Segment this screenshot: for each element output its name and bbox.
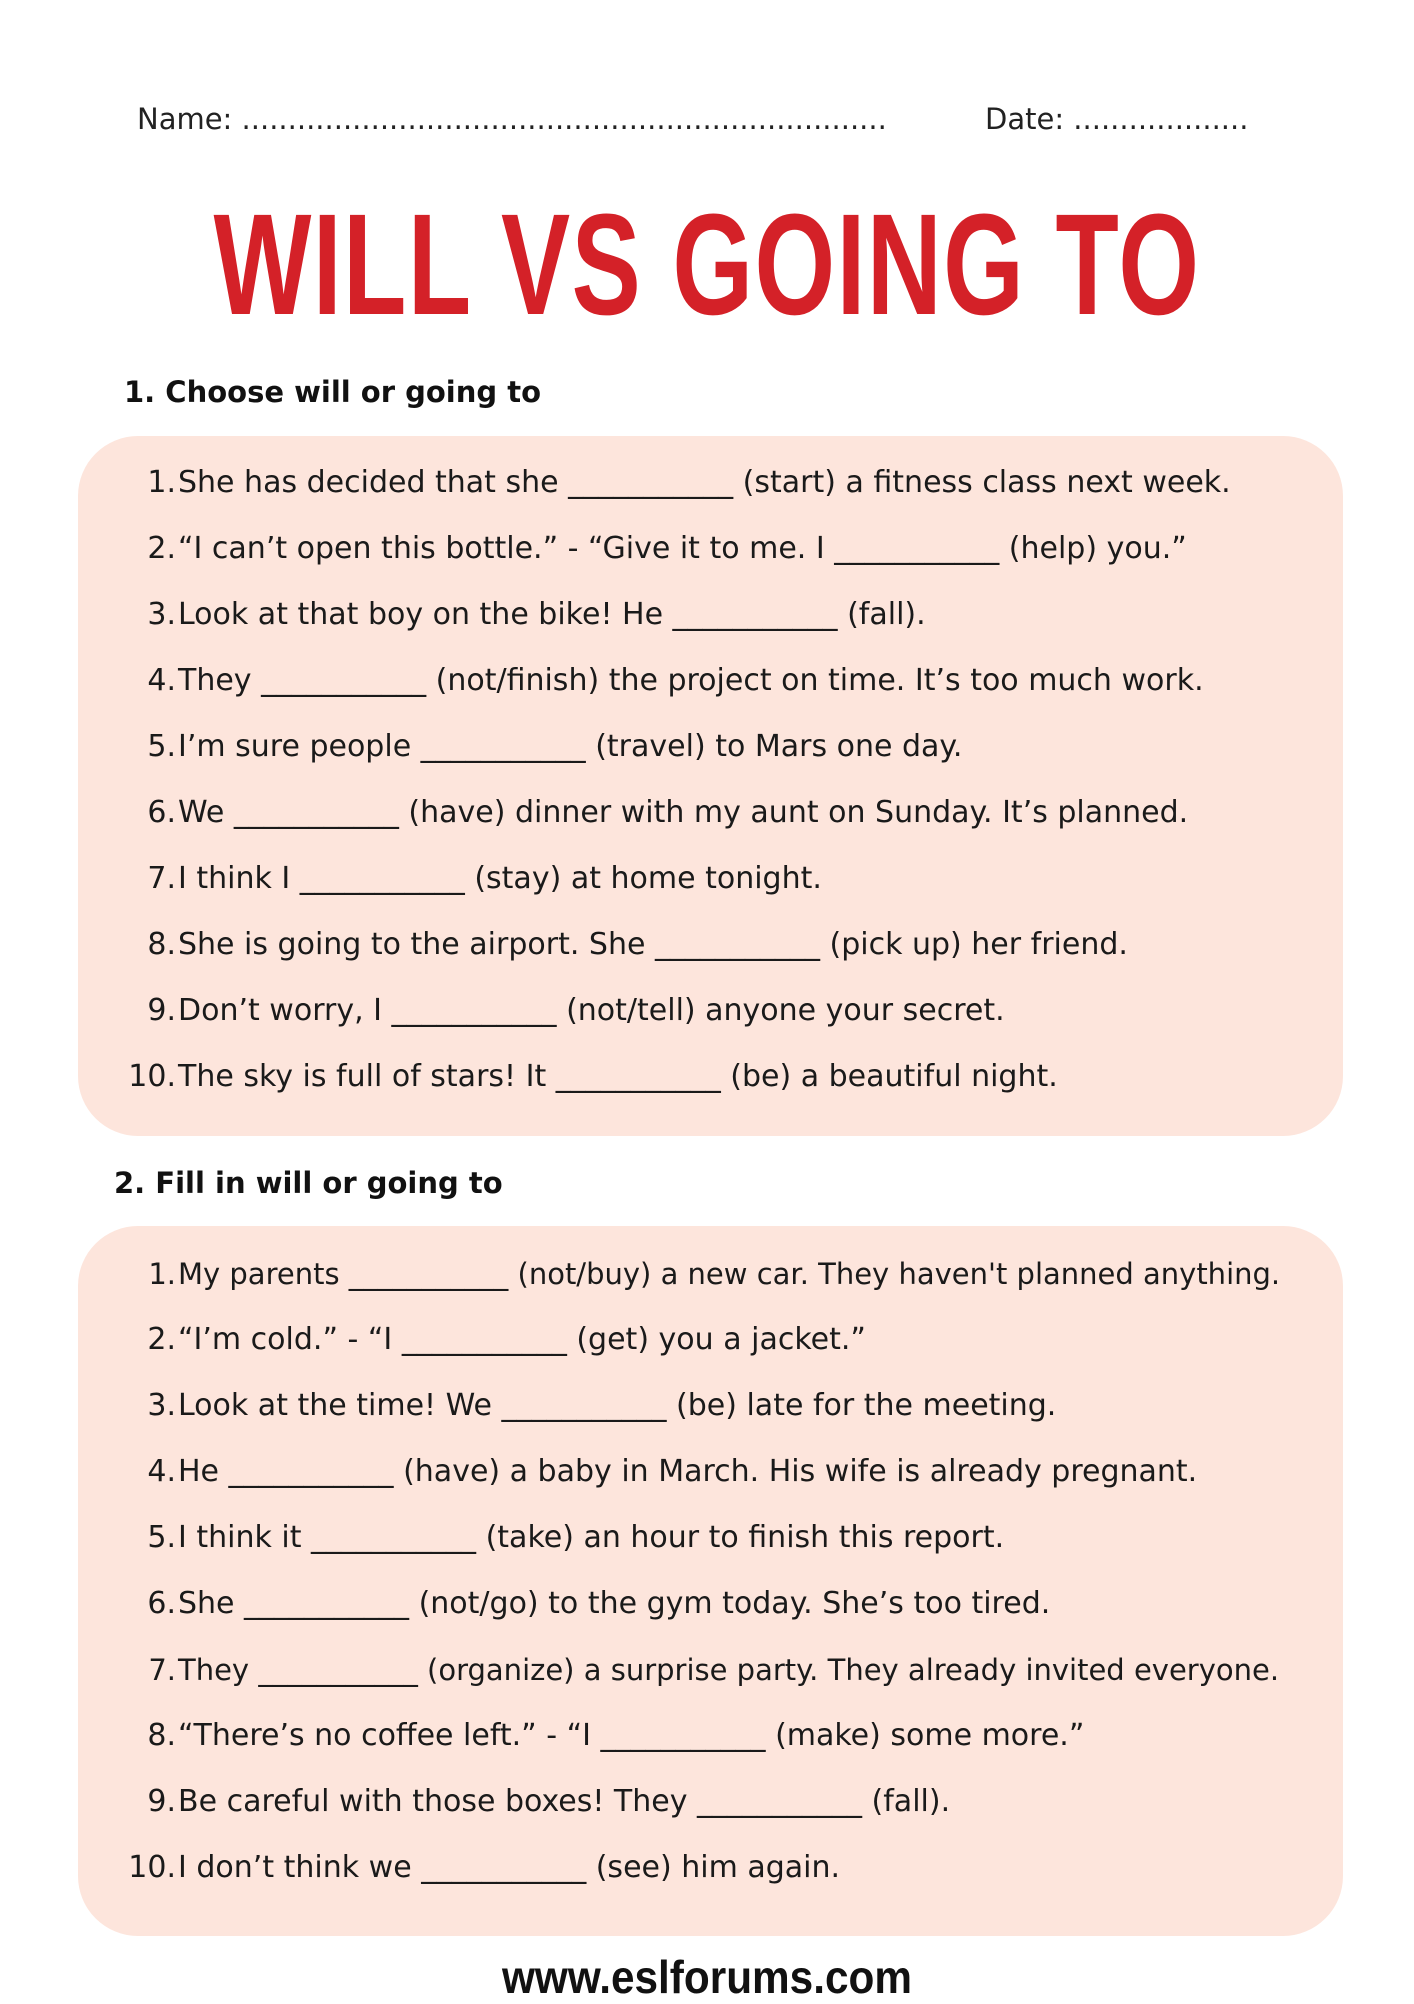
item-text: “I can’t open this bottle.” - “Give it to me. I ___________ (help) you.” [178,531,1187,566]
item-text: I don’t think we ___________ (see) him again. [178,1850,841,1885]
item-text: My parents ___________ (not/buy) a new car. They haven't planned anything. [178,1257,1281,1291]
item-text: I think I ___________ (stay) at home tonight. [178,861,822,896]
worksheet-title: WILL VS GOING TO [213,184,1201,345]
date-line: Date: ................... [985,102,1249,136]
item-number: 7. [147,861,176,896]
exercise-item [78,595,926,635]
item-text: I’m sure people ___________ (travel) to Mars one day. [178,729,963,764]
item-number: 2. [147,531,176,566]
section-1-heading: 1. Choose will or going to [124,375,542,409]
exercise-item [78,1254,1280,1294]
exercise-item [78,793,1188,833]
item-number: 6. [147,1586,176,1621]
item-number: 1. [147,465,176,500]
item-text: He ___________ (have) a baby in March. His wife is already pregnant. [178,1454,1198,1489]
item-text: She is going to the airport. She ___________ (pick up) her friend. [178,927,1128,962]
exercise-item [78,1716,1084,1756]
exercise-item [78,727,962,767]
exercise-item [78,661,1204,701]
name-line: Name: ...................................................................... [137,102,887,136]
exercise-item [78,859,822,899]
exercise-item [78,1320,866,1360]
exercise-item [78,1057,1058,1097]
exercise-item [78,1386,1056,1426]
exercise-item [78,1584,1050,1624]
item-text: Look at the time! We ___________ (be) late for the meeting. [178,1388,1057,1423]
item-number: 5. [147,729,176,764]
item-text: “There’s no coffee left.” - “I ___________ (make) some more.” [178,1718,1085,1753]
exercise-item [78,1650,1279,1690]
item-number: 7. [148,1653,176,1687]
item-number: 1. [148,1257,176,1291]
exercise-item [78,1452,1197,1492]
item-number: 10. [128,1059,176,1094]
item-text: Don’t worry, I ___________ (not/tell) anyone your secret. [178,993,1005,1028]
item-number: 5. [147,1520,176,1555]
item-text: They ___________ (not/finish) the project on time. It’s too much work. [178,663,1204,698]
exercise-item [78,1782,950,1822]
item-number: 10. [128,1850,176,1885]
item-number: 3. [147,1388,176,1423]
section-1-box [78,436,1343,1136]
exercise-item [78,991,1005,1031]
item-text: They ___________ (organize) a surprise party. They already invited everyone. [178,1653,1280,1687]
item-text: “I’m cold.” - “I ___________ (get) you a jacket.” [178,1322,866,1357]
item-number: 3. [147,597,176,632]
item-number: 9. [147,993,176,1028]
item-text: We ___________ (have) dinner with my aunt on Sunday. It’s planned. [178,795,1189,830]
exercise-item [78,925,1128,965]
item-text: The sky is full of stars! It ___________ (be) a beautiful night. [178,1059,1058,1094]
website-footer: www.eslforums.com [502,1951,912,2003]
item-text: Be careful with those boxes! They ___________ (fall). [178,1784,951,1819]
item-number: 2. [147,1322,176,1357]
exercise-item [78,529,1187,569]
item-number: 9. [147,1784,176,1819]
section-2-box [78,1226,1343,1936]
section-2-heading: 2. Fill in will or going to [114,1166,503,1200]
exercise-item [78,463,1231,503]
item-number: 4. [147,663,176,698]
exercise-item [78,1848,840,1888]
item-text: She has decided that she ___________ (start) a fitness class next week. [178,465,1231,500]
exercise-item [78,1518,1004,1558]
item-text: I think it ___________ (take) an hour to finish this report. [178,1520,1005,1555]
item-text: She ___________ (not/go) to the gym today. She’s too tired. [178,1586,1051,1621]
item-number: 6. [147,795,176,830]
item-number: 8. [147,927,176,962]
item-number: 4. [147,1454,176,1489]
item-text: Look at that boy on the bike! He ___________ (fall). [178,597,926,632]
item-number: 8. [147,1718,176,1753]
